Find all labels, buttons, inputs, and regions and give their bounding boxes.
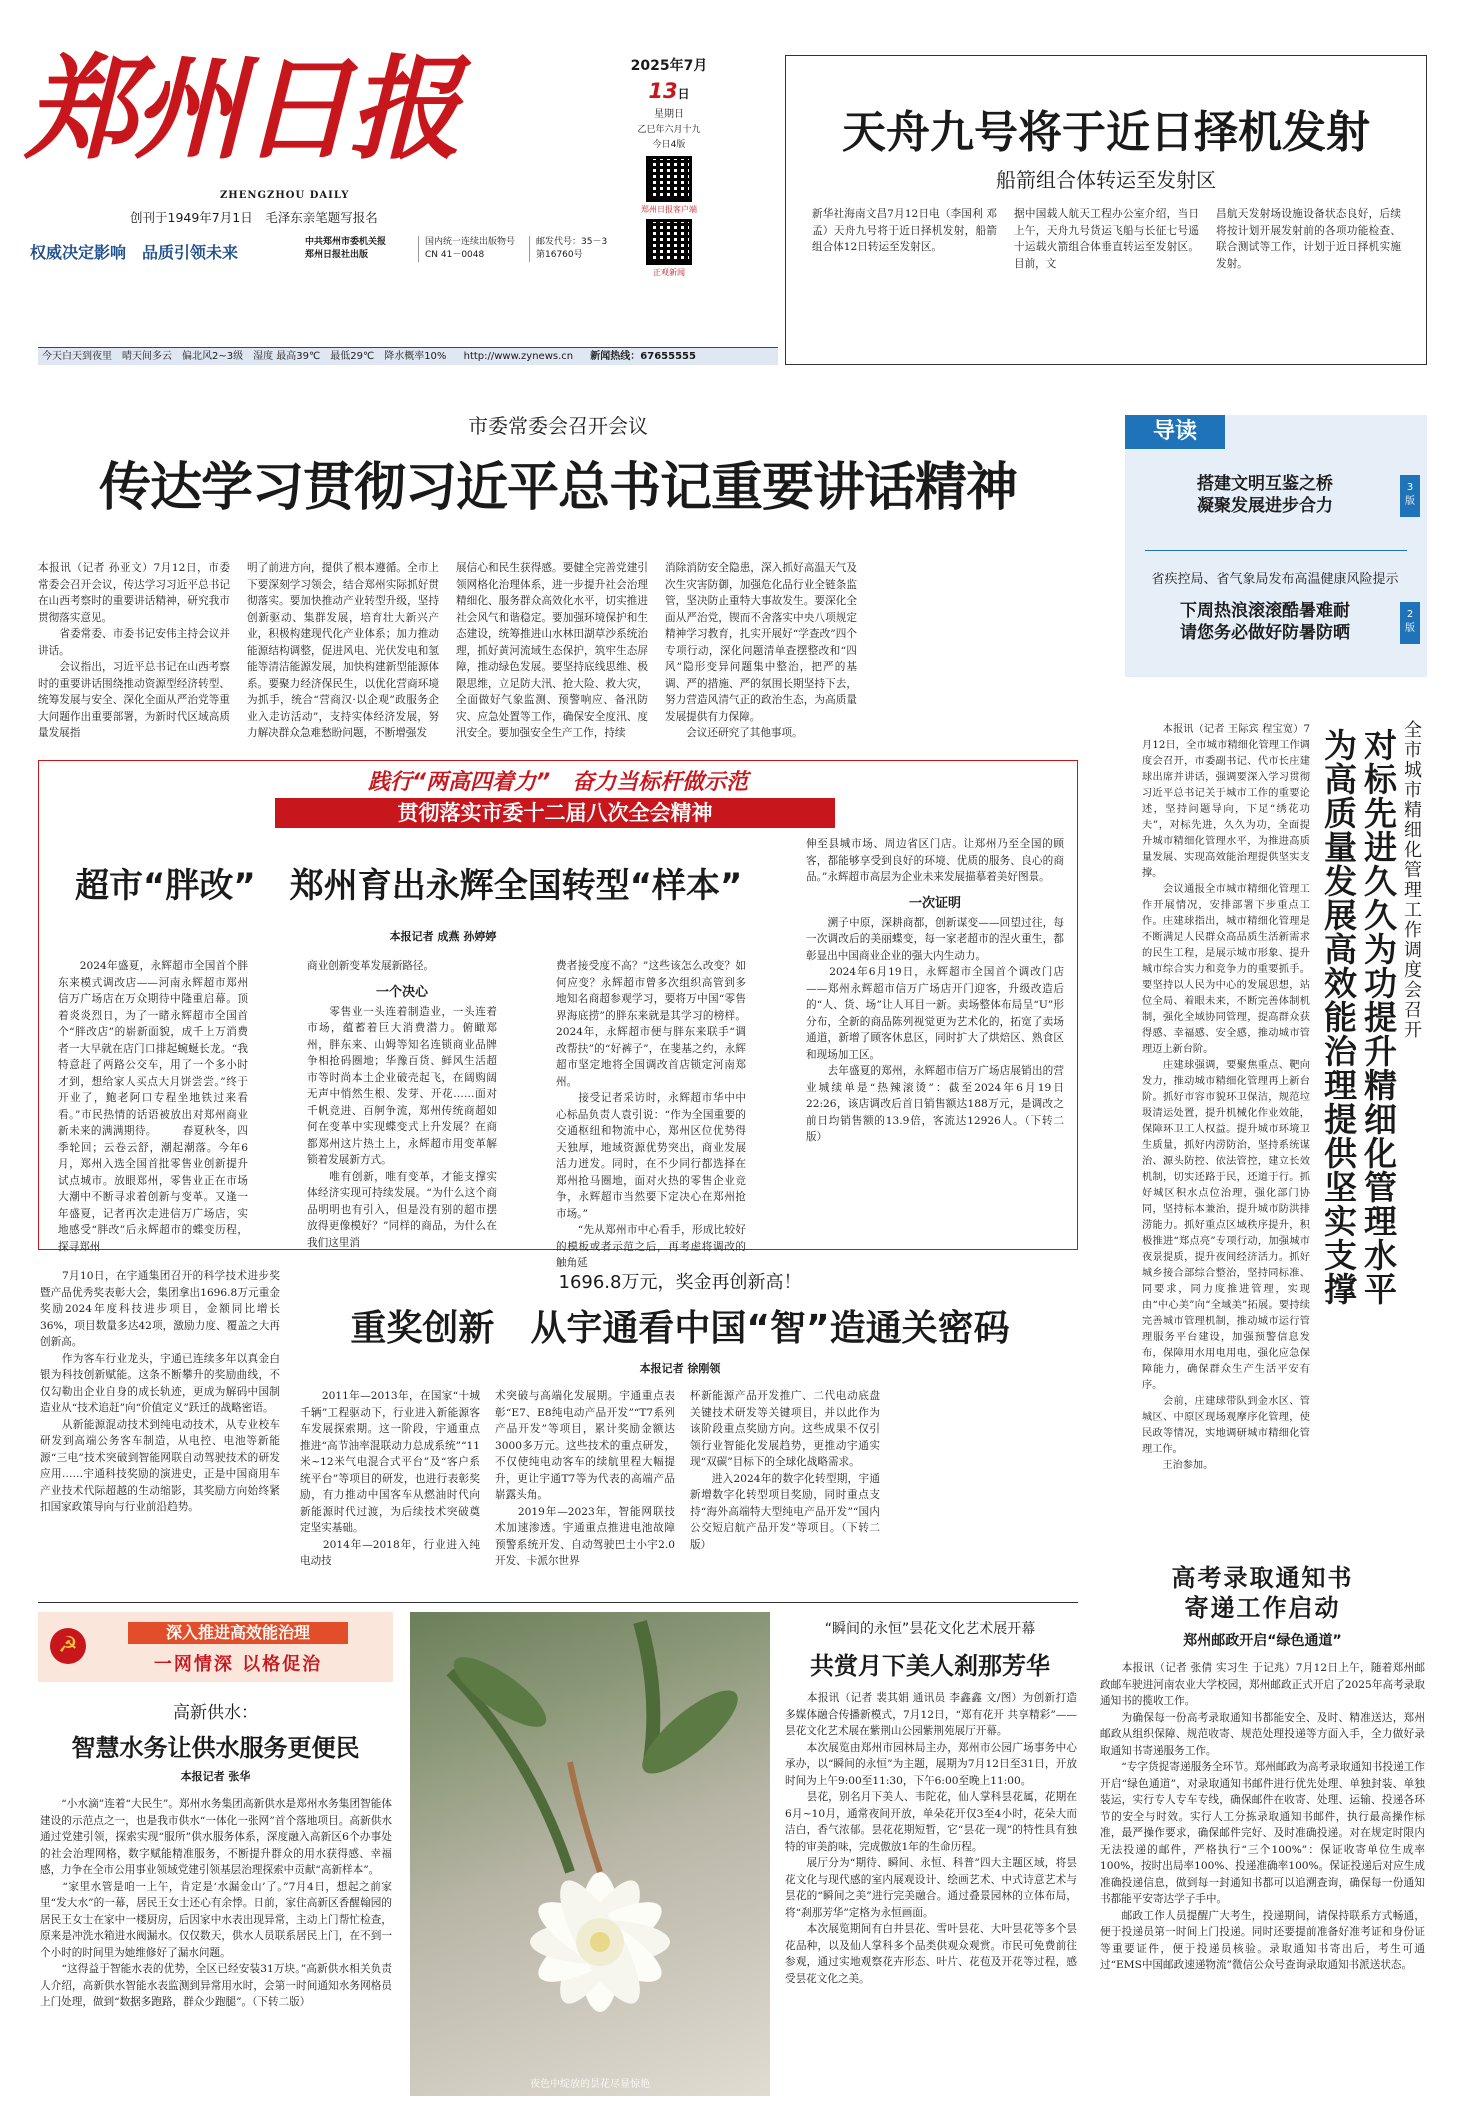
feature-subhead-1: 一个决心 bbox=[375, 984, 428, 1000]
top-story-subhead: 船箭组合体转运至发射区 bbox=[996, 168, 1216, 192]
innovation-kicker: 1696.8万元，奖金再创新高！ bbox=[558, 1272, 802, 1293]
innovation-divider bbox=[38, 1602, 1078, 1603]
feature-banner-2: 贯彻落实市委十二届八次全会精神 bbox=[275, 798, 835, 828]
gaokao-headline[interactable]: 高考录取通知书 寄递工作启动 bbox=[1171, 1564, 1354, 1622]
slogan: 权威决定影响 品质引领未来 bbox=[30, 243, 239, 262]
guide-box bbox=[1125, 415, 1427, 677]
feature-col-1: 2024年盛夏，永辉超市全国首个胖东来模式调改店——河南永辉超市郑州信万广场店在万众期待中隆重启幕。顶着炎炎烈日，为了一睹永辉超市全国首个“胖改店”的崭新面貌，成千上万消费者一大早就在店门口排起蜿蜒长龙。“我特意赶了两路公交车，用了一个多小时才到，想给家人买点大月饼尝尝。”终于开业了，鲍老阿口专程坐地铁过来看看。”市民热情的话语被放出对郑州商业新未来的满满期待。 春夏秋冬，四季轮回；云卷云舒，潮起潮落。今年6月，郑州入选全国首批零售业创新提升试点城市。放眼郑州，零售业正在市场大潮中不断寻求着创新与变革。又逢一年盛夏，记者再次走进信万广场店，实地感受“胖改”后永辉超市的蝶变历程，探寻郑州 bbox=[58, 960, 248, 1253]
postal-code: 邮发代号：35－3 第16760号 bbox=[529, 236, 607, 262]
gaokao-subhead: 郑州邮政开启“绿色通道” bbox=[1183, 1633, 1342, 1649]
feature-col-2 bbox=[307, 958, 497, 1249]
date-day-suffix: 日 bbox=[677, 87, 690, 101]
cn-number: 国内统一连续出版物号 CN 41－0048 bbox=[418, 236, 515, 262]
lead-kicker: 市委常委会召开会议 bbox=[468, 414, 648, 438]
city-mgmt-body: 本报讯（记者 王际宾 程宝宽）7月12日，全市城市精细化管理工作调度会召开，市委副书记、代市长庄建球出席并讲话，强调要深入学习贯彻习近平总书记关于城市工作的重要论述，坚持问题导向，下足“绣花功夫”，对标先进，久久为功，全面提升城市精细化管理水平，为推进高质量发展、实现高效能治理提供坚实支撑。 会议通报全市城市精细化管理工作开展情况，安排部署下步重点工作。庄建球指出，城市精细化管理是不断满足人民群众高品质生活新需求的民生工程，是展示城市形象、提升城市综合实力和竞争力的重要抓手。要坚持以人民为中心的发展思想，站位全局、着眼未来，不断完善体制机制，强化全域协同管理，提高群众获得感、幸福感、安全感，推动城市管理迈上新台阶。 庄建球强调，要聚焦重点、靶向发力，推动城市精细化管理再上新台阶。抓好市容市貌环卫保洁，规范垃圾清运处置，提升机械化作业效能，保障环卫工人权益。提升城市环境卫生质量，抓好内涝防治，坚持系统谋治、源头防控、依法管控，建立长效机制，切实还路于民，还道于行。抓好城区积水点位治理，强化部门协同，坚持标本兼治，提升城市防洪排涝能力。抓好重点区域秩序提升，积极推进“郑点亮”专项行动，加强城市夜景提质，提升夜间经济活力。抓好城乡接合部综合整治，坚持同标准、同要求，同力度推进管理，实现由“中心美”向“全域美”拓展。要持续完善城市管理机制，推动城市运行管理服务平台建设，加强预警信息发布，保障用水用电用电，强化应急保障能力，确保群众生产生活平安有序。 会前，庄建球带队到金水区、管城区、中原区现场观摩序化管理，使民政等情况，实地调研城市精细化管理工作。 王治参加。 bbox=[1142, 724, 1310, 1471]
page-count: 今日4版 bbox=[652, 140, 686, 150]
top-story-col-1: 新华社海南文昌7月12日电（李国利 邓孟）天舟九号将于近日择机发射，船箭组合体12日转运至发射区。 bbox=[812, 208, 997, 253]
water-byline: 本报记者 张华 bbox=[180, 1770, 251, 1783]
guide-item-1-text: 搭建文明互鉴之桥 凝聚发展进步合力 bbox=[1197, 474, 1333, 516]
publisher: 中共郑州市委机关报 郑州日报社出版 bbox=[305, 237, 387, 260]
lead-col-1: 本报讯（记者 孙亚文）7月12日，市委常委会召开会议，传达学习习近平总书记在山西考察时的重要讲话精神，研究我市贯彻落实意见。 省委常委、市委书记安伟主持会议并讲话。 会议指出，习近平总书记在山西考察时的重要讲话围绕推动资源型经济转型、统筹发展与安全、深化全面从严治党等重大问题作出重要部署，为新时代区域高质量发展指 bbox=[38, 562, 230, 739]
innovation-col-4: 杯新能源产品开发推广、二代电动底盘关键技术研发等关键项目，并以此作为该阶段重点奖励方向。这些成果不仅引领行业智能化发展趋势，更推动宇通实现“双碳”目标下的全球化战略需求。 进入2024年的数字化转型期，宇通新增数字化转型项目奖励，同时重点支持“海外高端特大型纯电产品开发”“国内公交短启航产品开发”等项目。（下转二版） bbox=[690, 1390, 880, 1551]
newspaper-logo: 郑州日报 bbox=[25, 44, 457, 175]
feature-headline[interactable]: 超市“胖改” 郑州育出永辉全国转型“样本” bbox=[75, 866, 743, 906]
gaokao-body: 本报讯（记者 张倩 实习生 于记兆）7月12日上午，随着郑州邮政邮车驶进河南农业大学校园，郑州邮政正式开启了2025年高考录取通知书的揽收工作。 为确保每一份高考录取通知书都能安全、及时、精准送达，郑州邮政从组织保障、规范收寄、规范处理投递等方面入手，全力做好录取通知书寄递服务工作。 “专字货捉寄递服务全环节。郑州邮政为高考录取通知书投递工作开启“绿色通道”，对录取通知书邮件进行优先处理、单独封装、单独装运，实行专人专车专线，确保邮件在收寄、处理、运输、投递各环节的安全与时效。实行人工分拣录取通知书邮件，执行最高操作标准，最严操作要求，确保邮件完好、及时准确投递。对在规定时限内无法投递的邮件，严格执行“三个100%”：保证收寄单位生成率100%，按时出局率100%、投递准确率100%。保证投递后对应生成准确投递信息，做到每一封通知书都可以追溯查询，确保每一份通知书都能平安寄达学子手中。 邮政工作人员提醒广大考生，投递期间，请保持联系方式畅通，便于投递员第一时间上门投递。同时还要提前准备好准考证和身份证等重要证件，便于投递员核验。录取通知书寄出后，考生可通过“EMS中国邮政速递物流”微信公众号查询录取通知书派送状态。 bbox=[1100, 1662, 1425, 1971]
guide-item-1[interactable] bbox=[1145, 473, 1385, 517]
qr-code-app[interactable] bbox=[646, 156, 692, 202]
weather-bar bbox=[38, 347, 778, 365]
top-story-headline[interactable]: 天舟九号将于近日择机发射 bbox=[842, 107, 1370, 158]
qr-code-news[interactable] bbox=[646, 219, 692, 265]
lead-col-3: 展信心和民生获得感。要健全完善党建引领网格化治理体系，进一步提升社会治理精细化、服务群众高效化水平，切实推进社会风气和谐稳定。要加强环境保护和生态建设，统筹推进山水林田湖草沙系统治理，抓好黄河流域生态保护，筑牢生态屏障，推动绿色发展。要坚持底线思维、极限思维，立足防大汛、抢大险、救大灾，全面做好气象监测、预警响应、备汛防灾、应急处置等工作，确保安全度汛、度汛安全。要加强安全生产工作，持续 bbox=[456, 562, 648, 739]
guide-item-3-page[interactable]: 2 版 bbox=[1400, 602, 1420, 644]
flower-kicker: “瞬间的永恒”昙花文化艺术展开幕 bbox=[824, 1621, 1036, 1637]
guide-divider bbox=[1145, 550, 1407, 551]
guide-title: 导读 bbox=[1125, 415, 1225, 449]
weekday: 星期日 bbox=[654, 109, 684, 120]
water-headline[interactable]: 智慧水务让供水服务更便民 bbox=[71, 1734, 360, 1762]
flower-photo bbox=[410, 1612, 770, 2096]
feature-col-4-text: 伸至县城市场、周边省区门店。让郑州乃至全国的顾客，都能够享受到良好的环境、优质的服务、良心的商品。”永辉超市高层为企业未来发展描摹着美好图景。 bbox=[806, 838, 1064, 883]
news-hotline: 新闻热线：67655555 bbox=[590, 351, 696, 362]
innovation-col-3: 术突破与高端化发展期。宇通重点表彰“E7、E8纯电动产品开发”“T7系列产品开发”等项目，累计奖励金额达3000多万元。这些技术的重点研发，不仅使纯电动客车的续航里程大幅提升，更让宇通T7等为代表的高端产品崭露头角。 2019年—2023年，智能网联技术加速渗透。宇通重点推进电池故障预警系统开发、自动驾驶巴士小宇2.0开发、卡派尔世界 bbox=[495, 1390, 675, 1567]
masthead bbox=[25, 40, 615, 272]
flower-body: 本报讯（记者 裴其娟 通讯员 李鑫鑫 文/图）为创新打造多媒体融合传播新模式，7月12日，“郑有花开 共享精彩”——昙花文化艺术展在紫荆山公园紫荆苑展厅开幕。 本次展览由郑州市园林局主办，郑州市公园广场事务中心承办，以“瞬间的永恒”为主题，展期为7月12日至31日，开放时间为上午9:00至11:30，下午6:00至晚上11:00。 昙花，别名月下美人、韦陀花，仙人掌科昙花属，花期在6月~10月，通常夜间开放，单朵花开仅3至4小时，花朵大而洁白，香气浓郁。昙花花期短暂，它“昙花一现”的特性具有独特的审美韵味，完成傲放1年的生命历程。 展厅分为“期待、瞬间、永恒、科普”四大主题区域，将昙花文化与现代感的室内展观设计、绘画艺术、中式诗意艺术与昙花的“瞬间之美”进行完美融合。通过叠景园林的立体布局，将“刹那芳华”定格为永恒画面。 本次展览期间有白井昙花、雪叶昙花、大叶昙花等多个昙花品种，以及仙人掌科多个品类供观众观赏。市民可免费前往参观，通过实地观察花卉形态、叶片、花苞及开花等过程，感受昙花文化之美。 bbox=[785, 1692, 1077, 1985]
feature-subhead-2: 一次证明 bbox=[908, 895, 961, 911]
city-mgmt-headline[interactable]: 对标先进久久为功提升精细化管理水平 为高质量发展高效能治理提供坚实支撑 bbox=[1319, 728, 1398, 1306]
top-story-box bbox=[785, 55, 1427, 365]
water-banner-1: 深入推进高效能治理 bbox=[128, 1622, 348, 1644]
innovation-col-2: 2011年—2013年，在国家“十城千辆”工程驱动下，行业进入新能源客车发展探索期。这一阶段，宇通重点推进“高节油率混联动力总成系统”“11米~12米气电混合式平台”及“客户系统平台”等项目的研发，也进行表彰奖励，有力推动中国客车从燃油时代向新能源时代过渡，为后续技术突破奠定坚实基础。 2014年—2018年，行业进入纯电动技 bbox=[300, 1390, 480, 1567]
lead-col-4: 消除消防安全隐患，深入抓好高温天气及次生灾害防御，加强危化品行业全链条监管，坚决防止重特大事故发生。要深化全面从严治党，锲而不舍落实中央八项规定精神学习教育，扎实开展好“学查改”四个专项行动，深化问题清单查摆整改和“四风”隐形变异问题集中整治，把严的基调、严的措施、严的氛围长期坚持下去，努力营造风清气正的政治生态，为高质量发展提供有力保障。 会议还研究了其他事项。 bbox=[665, 562, 857, 739]
newspaper-name-en: ZHENGZHOU DAILY bbox=[220, 190, 350, 201]
website[interactable]: http://www.zynews.cn bbox=[463, 351, 574, 362]
innovation-headline[interactable]: 重奖创新 从宇通看中国“智”造通关密码 bbox=[350, 1308, 1010, 1349]
date-box bbox=[625, 55, 713, 275]
lead-col-2: 明了前进方向，提供了根本遵循。全市上下要深刻学习领会，结合郑州实际抓好贯彻落实。要加快推动产业转型升级，坚持创新驱动、集群发展，培育壮大新兴产业，积极构建现代化产业体系；加力推动能源结构调整，促进风电、光伏发电和氢能等清洁能源发展，加快构建新型能源体系。要聚力经济保民生，以优化营商环境为抓手，统合“营商汉·以企观”政服务企业入走访活动”，支持实体经济发展，努力解决群众急难愁盼问题，不断增强发 bbox=[247, 562, 439, 739]
date-day: 13 bbox=[648, 79, 678, 103]
feature-col-2-text: 商业创新变革发展新路径。 bbox=[307, 960, 435, 972]
feature-col-2b-text: 零售业一头连着制造业，一头连着市场，蕴蓄着巨大消费潜力。俯瞰郑州，胖东来、山姆等知名连锁商业品牌争相抢码圈地；华豫百货、鲜风生活超市等时尚本土企业破壳起飞，在阔购阔无声中悄然生根、发芽、开花……面对千帆竞进、百舸争流，郑州传统商超如何在变革中实现蝶变式上升发展？在商都郑州这片热土上，永辉超市用变革解锁着发展新方式。 唯有创新，唯有变革，才能支撑实体经济实现可持续发展。“为什么这个商品明明也有引入，但是没有别的超市摆放得更像模好？”同样的商品，为什么在我们这里消 bbox=[307, 1005, 497, 1249]
feature-byline: 本报记者 成燕 孙婷婷 bbox=[389, 930, 497, 943]
qr-label-app: 郑州日报客户端 bbox=[641, 205, 697, 214]
guide-item-2-text[interactable]: 省疾控局、省气象局发布高温健康风险提示 bbox=[1151, 572, 1399, 587]
flower-illustration bbox=[410, 1612, 770, 2096]
water-body: “小水滴”连着“大民生”。郑州水务集团高新供水是郑州水务集团智能体建设的示范点之一，也是我市供水“一体化一张网”首个落地项目。高新供水通过党建引领，探索实现“服所”供水服务体系，深度融入高新区6个办事处的社会治理网格，数字赋能精准服务，不断提升群众的用水获得感、幸福感，力争在全市公用事业领域党建引领基层治理探索中贡献“高新样本”。 “家里水管是咱一上午，肯定是‘水漏金山’了。”7月4日，想起之前家里“发大水”的一幕，居民王女士还心有余悸。日前，家住高新区香醒翰园的居民王女士在家中一楼厨房，后因家中水表出现异常，主动上门帮忙检查，原来是冲洗水箱进水阀漏水。仅仅数天，供水人员联系居民上门，在不到一个小时的时间里为她维修好了漏水问题。 “这得益于智能水表的优势，全区已经安装31万块。”高新供水相关负责人介绍，高新供水智能水表监测到异常用水时，会第一时间通知水务网格员上门处理，做到“数据多跑路，群众少跑腿”。（下转二版） bbox=[40, 1798, 392, 2008]
top-story-col-2: 据中国载人航天工程办公室介绍，当日上午，天舟九号货运飞船与长征七号遥十运载火箭组合体垂直转运至发射区。目前，文 bbox=[1014, 208, 1199, 270]
feature-banner-1: 践行“两高四着力” 奋力当标杆做示范 bbox=[367, 770, 749, 795]
weather-text: 今天白天到夜里 晴天间多云 偏北风2~3级 湿度 最高39℃ 最低29℃ 降水概率10% bbox=[42, 351, 447, 362]
feature-col-3: 费者接受度不高？”这些该怎么改变？如何应变？永辉超市曾多次组织高管到多地知名商超参观学习，要将万中国“零售界海底捞”的胖东来就是其学习的榜样。2024年，永辉超市便与胖东来联手“调改帮扶”的“好裤子”，在斐基之约，永辉超市坚定地将全国调改首店锁定河南郑州。 接受记者采访时，永辉超市华中中心标品负责人袁引说：“作为全国重要的交通枢纽和物流中心，郑州区位优势得天独厚，地域资源优势突出，商业发展活力迸发。同时，在不少同行都选择在郑州抢马圈地，面对火热的零售企业竞争，永辉超市当然要下定决心在郑州抢市场。” “先从郑州市中心看手，形成比较好的模板或者示范之后，再考虑将调改的触角延 bbox=[556, 960, 746, 1269]
qr-label-news: 正观新闻 bbox=[653, 268, 685, 277]
city-mgmt-kicker: 全市城市精细化管理工作调度会召开 bbox=[1401, 720, 1422, 1040]
innovation-col-1: 7月10日，在宇通集团召开的科学技术进步奖暨产品优秀奖表彰大会，集团拿出1696.8万元重金奖励2024年度科技进步项目，金额同比增长36%，项目数量多达42项，激励力度、覆盖之大再创新高。 作为客车行业龙头，宇通已连续多年以真金白银为科技创新赋能。这条不断攀升的奖励曲线，不仅勾勒出企业自身的成长轨迹，更成为解码中国制造业从“技术追赶”向“价值定义”跃迁的战略密语。 从新能源混动技术到纯电动技术，从专业校车研发到高端公务客车制造，从电控、电池等新能源“三电”技术突破到智能网联自动驾驶技术的研发应用……宇通科技奖励的演进史，正是中国商用车产业技术代际超越的生动缩影，其奖励方向始终紧扣国家政策导向与行业前沿趋势。 bbox=[40, 1270, 280, 1513]
guide-item-1-page[interactable]: 3 版 bbox=[1400, 475, 1420, 517]
lunar-date: 乙巳年六月十九 bbox=[637, 125, 701, 135]
water-banner bbox=[38, 1612, 393, 1682]
flower-caption: 夜色中绽放的昙花尽显惊艳 bbox=[530, 2079, 650, 2090]
guide-item-3[interactable] bbox=[1145, 600, 1385, 644]
water-banner-2: 一网情深 以格促治 bbox=[153, 1654, 323, 1675]
guide-item-3-text: 下周热浪滚滚酷暑难耐 请您务必做好防暑防晒 bbox=[1180, 601, 1350, 643]
founded-line: 创刊于1949年7月1日 毛泽东亲笔题写报名 bbox=[130, 210, 378, 225]
feature-col-4 bbox=[806, 836, 1064, 1236]
lead-headline[interactable]: 传达学习贯彻习近平总书记重要讲话精神 bbox=[98, 458, 1017, 518]
innovation-byline: 本报记者 徐刚领 bbox=[639, 1362, 721, 1375]
party-emblem-icon: ☭ bbox=[50, 1628, 86, 1664]
water-kicker: 高新供水： bbox=[173, 1703, 258, 1723]
top-story-col-3: 昌航天发射场设施设备状态良好，后续将按计划开展发射前的各项功能检查、联合测试等工作，计划于近日择机实施发射。 bbox=[1216, 208, 1401, 270]
date-month: 2025年7月 bbox=[630, 58, 708, 74]
feature-col-4b-text: 溯子中原，深耕商都，创新谋变——回望过往，每一次调改后的美丽蝶变，每一家老超市的涅火重生，都彰显出中国商业企业的强大内生动力。 2024年6月19日，永辉超市全国首个调改门店——郑州永辉超市信万广场店开门迎客，升级改造后的“人、货、场”让人耳目一新。卖场整体布局呈“U”形分布，全新的商品陈列视觉更为艺术化的，拓宽了卖场通道，新增了顾客休息区，同时扩大了烘焙区、熟食区和现场加工区。 去年盛夏的郑州，永辉超市信万广场店展销出的营业城续单是“热辣滚烫”：截至2024年6月19日22:26，该店调改后首日销售额达188万元，是调改之前日均销售额的13.9倍，客流达12926人。（下转二版） bbox=[806, 916, 1064, 1143]
flower-headline[interactable]: 共赏月下美人刹那芳华 bbox=[810, 1652, 1050, 1680]
